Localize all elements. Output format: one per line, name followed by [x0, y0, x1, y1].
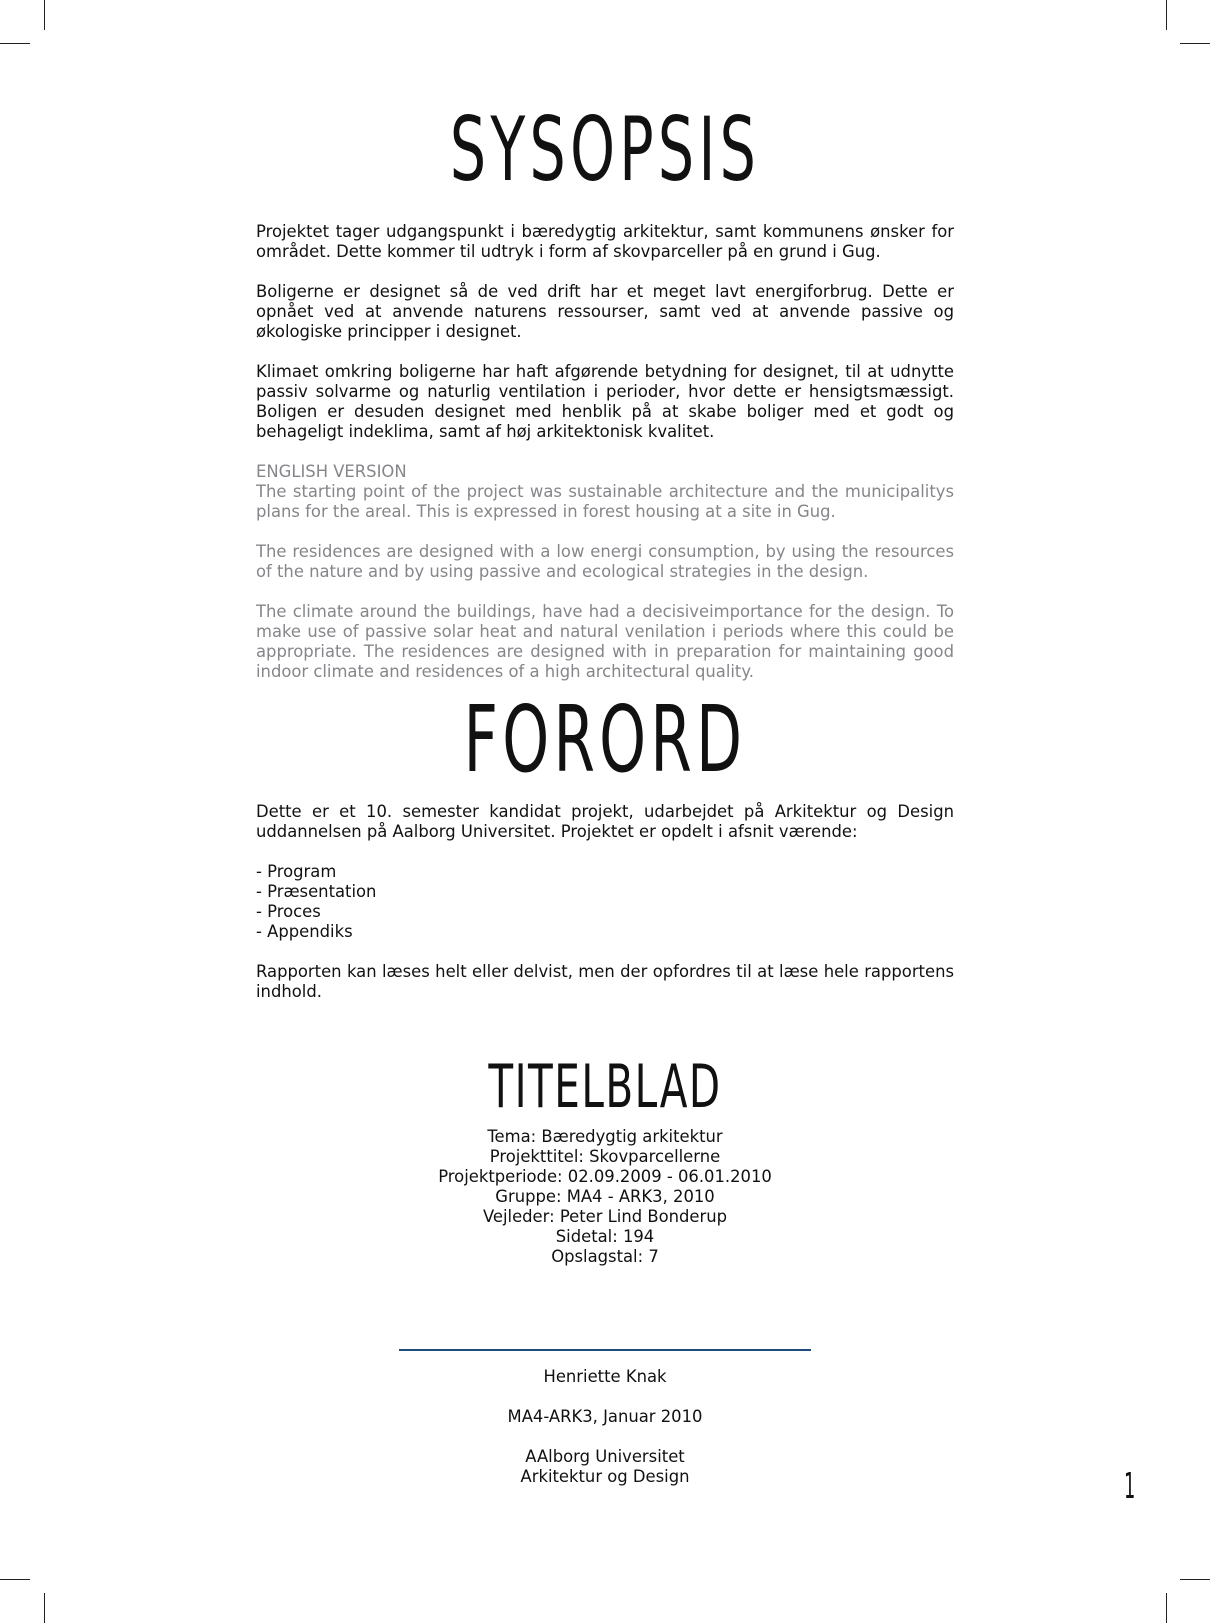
crop-mark-top-right-vertical	[1166, 0, 1167, 30]
english-paragraph: The residences are designed with a low energi consumption, by using the resources of the nature and by using passive and ecological strategies in the design.	[256, 542, 954, 581]
crop-mark-top-right-horizontal	[1180, 43, 1210, 44]
page-count-line: Sidetal: 194	[555, 1227, 655, 1246]
university-name: AAlborg Universitet	[525, 1447, 685, 1466]
list-item: - Appendiks	[256, 922, 353, 941]
author-name: Henriette Knak	[543, 1367, 667, 1386]
crop-mark-top-left-vertical	[44, 0, 45, 30]
group-line: Gruppe: MA4 - ARK3, 2010	[495, 1187, 715, 1206]
crop-mark-bottom-left-vertical	[44, 1593, 45, 1623]
crop-mark-bottom-right-horizontal	[1180, 1579, 1210, 1580]
group-date: MA4-ARK3, Januar 2010	[507, 1407, 703, 1426]
forord-closing: Rapporten kan læses helt eller delvist, men der opfordres til at læse hele rapportens indhold.	[256, 962, 954, 1001]
english-paragraph: The starting point of the project was sustainable architecture and the municipalitys plans for the areal. This is expressed in forest housing at a site in Gug.	[256, 482, 954, 521]
signature-line	[399, 1349, 811, 1351]
crop-mark-bottom-right-vertical	[1166, 1593, 1167, 1623]
spread-count-line: Opslagstal: 7	[551, 1247, 659, 1266]
titelblad-details	[0, 1127, 1210, 1267]
project-period-line: Projektperiode: 02.09.2009 - 06.01.2010	[438, 1167, 772, 1186]
synopsis-paragraph: Boligerne er designet så de ved drift har et meget lavt energiforbrug. Dette er opnået ved at anvende naturens ressourser, samt ved at anvende passive og økologiske principper i designet.	[256, 282, 954, 341]
page-number: 1	[1124, 1466, 1136, 1507]
crop-mark-top-left-horizontal	[0, 43, 30, 44]
synopsis-paragraph: Projektet tager udgangspunkt i bæredygtig arkitektur, samt kommunens ønsker for området. Dette kommer til udtryk i form af skovparceller på en grund i Gug.	[256, 222, 954, 261]
synopsis-paragraph: Klimaet omkring boligerne har haft afgørende betydning for designet, til at udnytte passiv solvarme og naturlig ventilation i perioder, hvor dette er hensigtsmæssigt. Boligen er desuden designet med henblik på at skabe boliger med et godt og behageligt indeklima, samt af høj arkitektonisk kvalitet.	[256, 362, 954, 441]
synopsis-title: SYSOPSIS	[449, 98, 761, 201]
crop-mark-bottom-left-horizontal	[0, 1579, 30, 1580]
synopsis-section	[256, 222, 954, 682]
english-version-heading: ENGLISH VERSION	[256, 462, 407, 481]
list-item: - Program	[256, 862, 337, 881]
forord-section-list	[256, 862, 954, 942]
forord-section	[256, 802, 954, 1002]
list-item: - Præsentation	[256, 882, 377, 901]
list-item: - Proces	[256, 902, 321, 921]
titelblad-title: TITELBLAD	[488, 1052, 722, 1122]
department-name: Arkitektur og Design	[520, 1467, 690, 1486]
english-paragraph: The climate around the buildings, have had a decisiveimportance for the design. To make use of passive solar heat and natural venilation i periods where this could be appropriate. The residences are designed with in preparation for maintaining good indoor climate and residences of a high architectural quality.	[256, 602, 954, 681]
theme-line: Tema: Bæredygtig arkitektur	[487, 1127, 723, 1146]
forord-title: FORORD	[463, 686, 747, 793]
forord-intro: Dette er et 10. semester kandidat projekt, udarbejdet på Arkitektur og Design uddannelsen på Aalborg Universitet. Projektet er opdelt i afsnit værende:	[256, 802, 954, 841]
supervisor-line: Vejleder: Peter Lind Bonderup	[482, 1207, 728, 1226]
project-title-line: Projekttitel: Skovparcellerne	[489, 1147, 721, 1166]
